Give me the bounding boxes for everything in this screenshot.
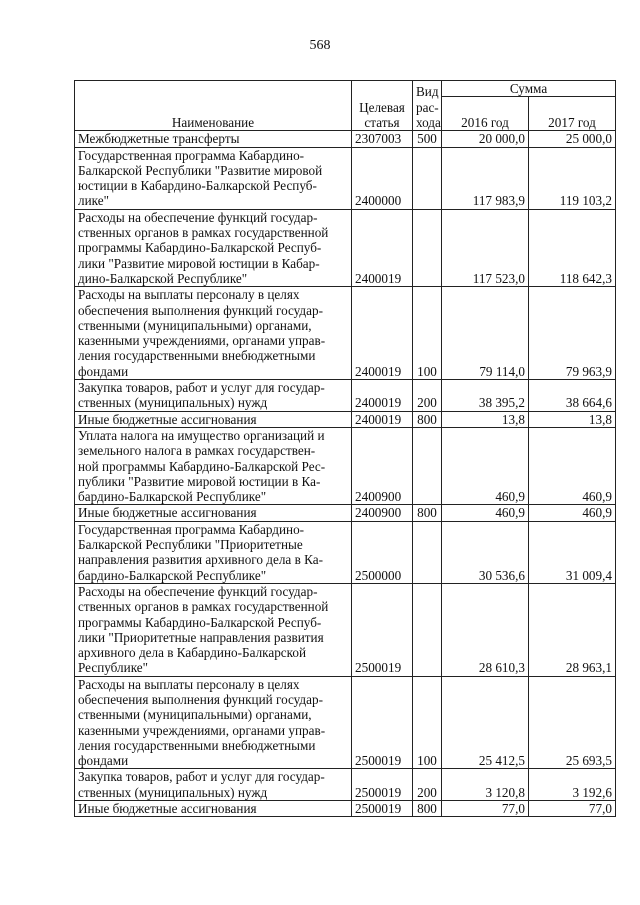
- row-target-article: 2400019: [352, 411, 413, 427]
- row-sum-2017: 79 963,9: [529, 287, 616, 380]
- table-row: [75, 209, 616, 286]
- row-sum-2016: 20 000,0: [442, 131, 529, 147]
- table-row: [75, 411, 616, 427]
- table-row: [75, 583, 616, 676]
- header-year-2016: 2016 год: [442, 97, 529, 131]
- row-sum-2016: 460,9: [442, 505, 529, 521]
- header-target-article: Целевая статья: [352, 81, 413, 131]
- row-sum-2016: 77,0: [442, 801, 529, 817]
- row-target-article: 2400019: [352, 380, 413, 412]
- row-sum-2017: 3 192,6: [529, 769, 616, 801]
- row-target-article: 2500019: [352, 583, 413, 676]
- row-sum-2017: 38 664,6: [529, 380, 616, 412]
- row-expense-type: [413, 583, 442, 676]
- row-target-article: 2500019: [352, 676, 413, 769]
- row-sum-2016: 117 523,0: [442, 209, 529, 286]
- row-sum-2017: 31 009,4: [529, 521, 616, 583]
- row-target-article: 2400019: [352, 287, 413, 380]
- row-target-article: 2400019: [352, 209, 413, 286]
- row-target-article: 2400000: [352, 147, 413, 209]
- budget-table: [74, 80, 616, 817]
- row-sum-2016: 38 395,2: [442, 380, 529, 412]
- header-expense-type: Вид рас- хода: [413, 81, 442, 131]
- row-sum-2016: 117 983,9: [442, 147, 529, 209]
- row-name: Расходы на выплаты персоналу в целях обеспечения выполнения функций государ- ственными (муниципальными) органами, казенными учреждениями, органами управ- ления государственными внебюджетными фондами: [75, 676, 352, 769]
- row-target-article: 2500000: [352, 521, 413, 583]
- table-row: [75, 769, 616, 801]
- row-name: Расходы на выплаты персоналу в целях обеспечения выполнения функций государ- ственными (муниципальными) органами, казенными учреждениями, органами управ- ления государственными внебюджетными фондами: [75, 287, 352, 380]
- row-expense-type: 200: [413, 769, 442, 801]
- row-expense-type: [413, 521, 442, 583]
- header-year-2017: 2017 год: [529, 97, 616, 131]
- table-row: [75, 131, 616, 147]
- row-sum-2016: 25 412,5: [442, 676, 529, 769]
- row-target-article: 2500019: [352, 801, 413, 817]
- row-sum-2016: 3 120,8: [442, 769, 529, 801]
- header-name: Наименование: [75, 81, 352, 131]
- row-expense-type: 800: [413, 801, 442, 817]
- row-name: Иные бюджетные ассигнования: [75, 801, 352, 817]
- row-name: Межбюджетные трансферты: [75, 131, 352, 147]
- row-name: Уплата налога на имущество организаций и земельного налога в рамках государствен- ной программы Кабардино-Балкарской Рес- публики "Развитие мировой юстиции в Ка- бардино-Балкарской Республике": [75, 427, 352, 504]
- row-name: Иные бюджетные ассигнования: [75, 505, 352, 521]
- row-sum-2016: 79 114,0: [442, 287, 529, 380]
- table-row: [75, 380, 616, 412]
- row-name: Государственная программа Кабардино- Балкарской Республики "Развитие мировой юстиции в Кабардино-Балкарской Респуб- лике": [75, 147, 352, 209]
- row-sum-2017: 28 963,1: [529, 583, 616, 676]
- row-name: Государственная программа Кабардино- Балкарской Республики "Приоритетные направления развития архивного дела в Ка- бардино-Балкарской Республике": [75, 521, 352, 583]
- row-sum-2017: 118 642,3: [529, 209, 616, 286]
- row-target-article: 2400900: [352, 427, 413, 504]
- table-row: [75, 521, 616, 583]
- table-row: [75, 427, 616, 504]
- row-sum-2017: 13,8: [529, 411, 616, 427]
- table-row: [75, 505, 616, 521]
- row-target-article: 2307003: [352, 131, 413, 147]
- table-row: [75, 801, 616, 817]
- row-sum-2017: 25 693,5: [529, 676, 616, 769]
- row-name: Расходы на обеспечение функций государ- ственных органов в рамках государственной программы Кабардино-Балкарской Респуб- лики "Развитие мировой юстиции в Кабар- дино-Балкарской Республике": [75, 209, 352, 286]
- row-name: Иные бюджетные ассигнования: [75, 411, 352, 427]
- row-sum-2017: 77,0: [529, 801, 616, 817]
- row-sum-2016: 30 536,6: [442, 521, 529, 583]
- row-target-article: 2400900: [352, 505, 413, 521]
- table-row: [75, 287, 616, 380]
- table-body: [75, 131, 616, 817]
- row-expense-type: 800: [413, 411, 442, 427]
- row-sum-2017: 119 103,2: [529, 147, 616, 209]
- header-sum: Сумма: [442, 81, 616, 97]
- row-expense-type: 100: [413, 676, 442, 769]
- row-expense-type: [413, 209, 442, 286]
- row-target-article: 2500019: [352, 769, 413, 801]
- row-sum-2016: 460,9: [442, 427, 529, 504]
- row-sum-2016: 13,8: [442, 411, 529, 427]
- table-row: [75, 676, 616, 769]
- row-expense-type: 500: [413, 131, 442, 147]
- row-sum-2017: 25 000,0: [529, 131, 616, 147]
- row-sum-2016: 28 610,3: [442, 583, 529, 676]
- row-expense-type: 800: [413, 505, 442, 521]
- row-expense-type: 200: [413, 380, 442, 412]
- page-number: 568: [309, 38, 331, 53]
- table-row: [75, 147, 616, 209]
- row-expense-type: [413, 147, 442, 209]
- row-expense-type: [413, 427, 442, 504]
- row-name: Закупка товаров, работ и услуг для государ- ственных (муниципальных) нужд: [75, 769, 352, 801]
- row-expense-type: 100: [413, 287, 442, 380]
- row-name: Расходы на обеспечение функций государ- ственных органов в рамках государственной программы Кабардино-Балкарской Респуб- лики "Приоритетные направления развития архивного дела в Кабардино-Балкарской Республике": [75, 583, 352, 676]
- row-sum-2017: 460,9: [529, 505, 616, 521]
- row-name: Закупка товаров, работ и услуг для государ- ственных (муниципальных) нужд: [75, 380, 352, 412]
- row-sum-2017: 460,9: [529, 427, 616, 504]
